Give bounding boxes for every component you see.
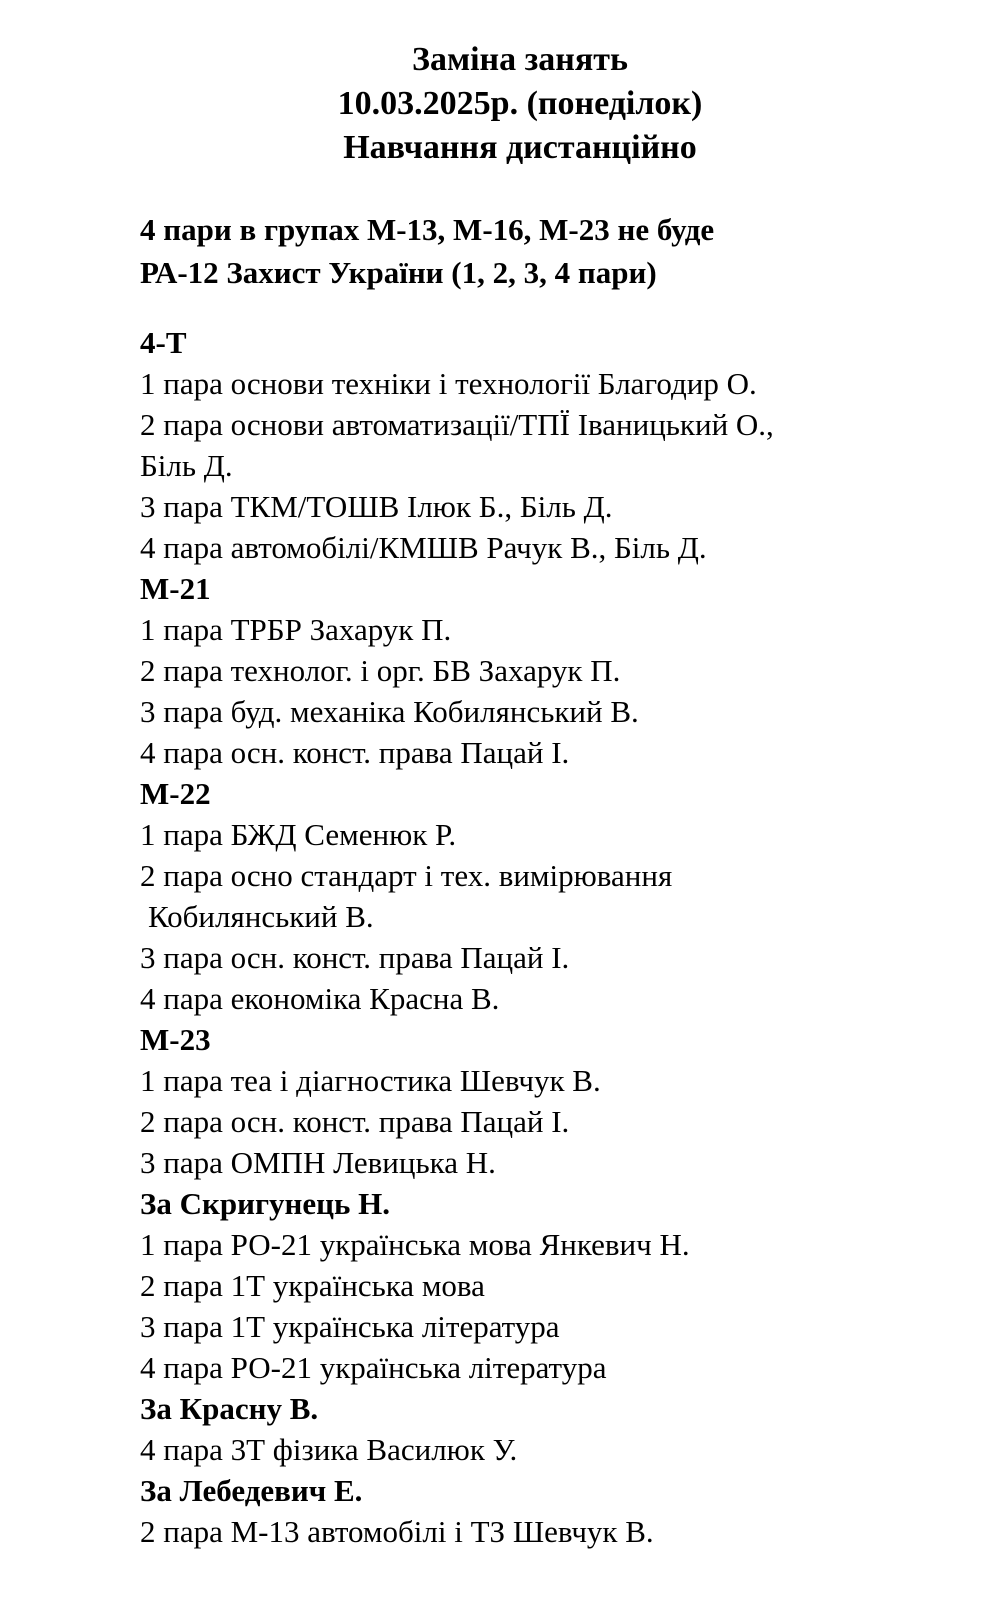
entry-text: 1 пара БЖД Семенюк Р. <box>140 817 457 852</box>
entry-text: 3 пара 1Т українська література <box>140 1309 560 1344</box>
schedule-entry <box>140 1265 970 1306</box>
section-title: М-22 <box>140 776 211 811</box>
section-title: М-23 <box>140 1022 211 1057</box>
study-mode: Навчання дистанційно <box>343 129 697 166</box>
section-title: За Лебедевич Е. <box>140 1473 363 1508</box>
schedule-entry <box>140 1306 970 1347</box>
schedule-entry <box>140 1511 970 1552</box>
schedule-entry <box>140 732 970 773</box>
entry-text: 2 пара осно стандарт і тех. вимірювання <box>140 858 673 893</box>
schedule-entry <box>140 404 970 486</box>
schedule-entry <box>140 978 970 1019</box>
entry-text: 3 пара буд. механіка Кобилянський В. <box>140 694 639 729</box>
entry-text: 2 пара основи автоматизації/ТПЇ Іваницький О., <box>140 407 774 442</box>
schedule-entry <box>140 1429 970 1470</box>
section-title: За Скригунець Н. <box>140 1186 391 1221</box>
schedule-entry <box>140 363 970 404</box>
entry-text: 2 пара осн. конст. права Пацай І. <box>140 1104 570 1139</box>
entry-text: 4 пара РО-21 українська література <box>140 1350 607 1385</box>
document-header <box>0 38 990 170</box>
entry-text: 4 пара економіка Красна В. <box>140 981 500 1016</box>
entry-text: 2 пара М-13 автомобілі і ТЗ Шевчук В. <box>140 1514 654 1549</box>
document-title: Заміна занять <box>412 41 628 78</box>
schedule-entry <box>140 609 970 650</box>
section-title: М-21 <box>140 571 211 606</box>
entry-text: 3 пара осн. конст. права Пацай І. <box>140 940 570 975</box>
section-title: 4-Т <box>140 325 187 360</box>
notice-line: РА-12 Захист України (1, 2, 3, 4 пари) <box>140 255 657 290</box>
substitution-list <box>140 322 970 1552</box>
section-title: За Красну В. <box>140 1391 319 1426</box>
schedule-entry <box>140 814 970 855</box>
entry-text: 4 пара осн. конст. права Пацай І. <box>140 735 570 770</box>
entry-continuation: Кобилянський В. <box>148 899 374 934</box>
entry-text: 1 пара ТРБР Захарук П. <box>140 612 452 647</box>
entry-text: 3 пара ОМПН Левицька Н. <box>140 1145 496 1180</box>
entry-continuation: Біль Д. <box>140 448 233 483</box>
entry-text: 4 пара автомобілі/КМШВ Рачук В., Біль Д. <box>140 530 707 565</box>
schedule-entry <box>140 650 970 691</box>
schedule-entry <box>140 1347 970 1388</box>
entry-text: 2 пара 1Т українська мова <box>140 1268 485 1303</box>
notice-line: 4 пари в групах М-13, М-16, М-23 не буде <box>140 212 715 247</box>
schedule-entry <box>140 486 970 527</box>
entry-text: 2 пара технолог. і орг. БВ Захарук П. <box>140 653 621 688</box>
schedule-entry <box>140 1101 970 1142</box>
schedule-entry <box>140 691 970 732</box>
notices-block <box>140 208 714 294</box>
entry-text: 3 пара ТКМ/ТОШВ Ілюк Б., Біль Д. <box>140 489 613 524</box>
entry-text: 1 пара РО-21 українська мова Янкевич Н. <box>140 1227 690 1262</box>
entry-text: 1 пара основи техніки і технології Благодир О. <box>140 366 757 401</box>
schedule-entry <box>140 1224 970 1265</box>
schedule-entry <box>140 1142 970 1183</box>
schedule-entry <box>140 855 970 937</box>
entry-text: 1 пара теа і діагностика Шевчук В. <box>140 1063 601 1098</box>
schedule-entry <box>140 527 970 568</box>
entry-text: 4 пара 3Т фізика Василюк У. <box>140 1432 518 1467</box>
schedule-entry <box>140 1060 970 1101</box>
schedule-entry <box>140 937 970 978</box>
document-date: 10.03.2025р. (понеділок) <box>337 85 703 122</box>
